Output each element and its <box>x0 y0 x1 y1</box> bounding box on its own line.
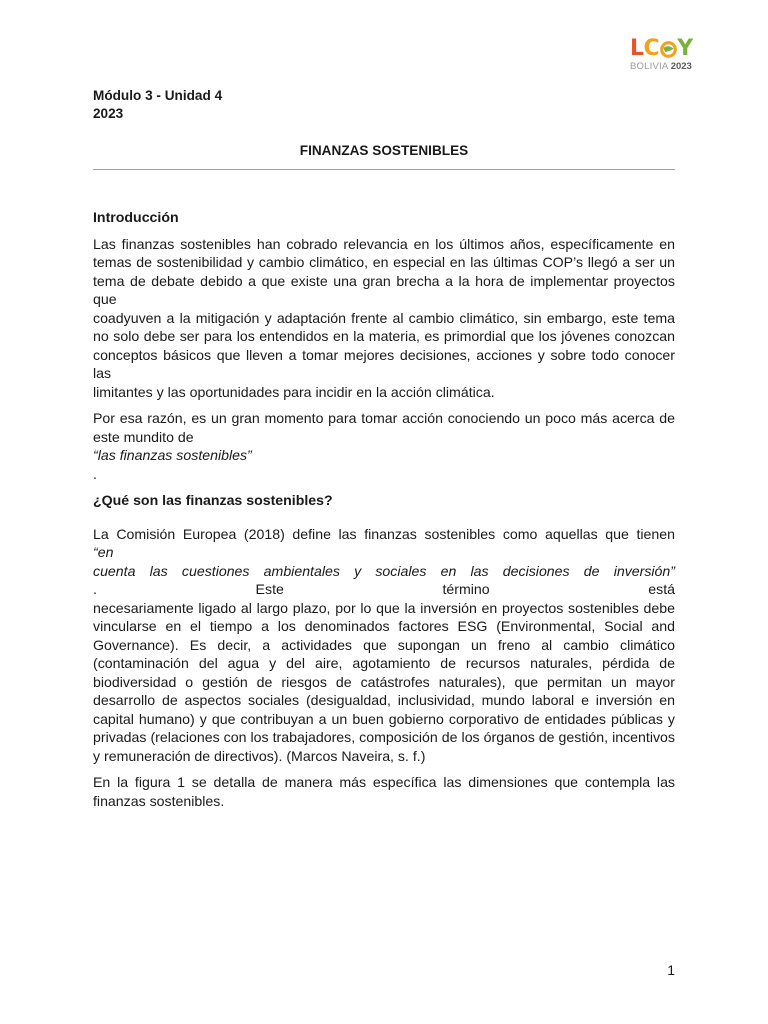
text-line: Por esa razón, es un gran momento para tomar acción conociendo un poco más acerca de <box>93 410 675 426</box>
quote-text: “en <box>93 544 114 560</box>
text-line: finanzas sostenibles. <box>93 792 225 809</box>
text-run: La Comisión Europea (2018) define las finanzas sostenibles como aquellas que tienen <box>93 525 675 542</box>
document-body <box>93 208 675 810</box>
section-heading: ¿Qué son las finanzas sostenibles? <box>93 492 333 508</box>
header-year: 2023 <box>93 106 124 121</box>
text-line: temas de sostenibilidad y cambio climático, en especial en las últimas COP’s llegó a ser un <box>93 254 675 270</box>
text-line: tema de debate debido a que existe una gran brecha a la hora de implementar proyectos que <box>93 272 675 307</box>
logo-country: BOLIVIA <box>630 61 668 72</box>
text-line <box>93 428 675 484</box>
section-paragraph-1 <box>93 525 675 766</box>
logo-letter-c: C <box>643 36 660 61</box>
text-line: Governance). Es decir, a actividades que supongan un freno al cambio climático <box>93 636 675 653</box>
logo-year: 2023 <box>670 61 692 72</box>
text-line: y remuneración de directivos). (Marcos Naveira, s. f.) <box>93 747 426 764</box>
text-run: . Este término está <box>93 581 675 597</box>
text-line: conceptos básicos que lleven a tomar mejores decisiones, acciones y sobre todo conocer las <box>93 346 675 381</box>
document-header <box>93 87 222 123</box>
title-divider <box>93 169 675 170</box>
quote-text: cuenta las cuestiones ambientales y sociales en las decisiones de inversión” <box>93 562 675 579</box>
text-line: privadas (relaciones con los trabajadores, composición de los órganos de gestión, incentivos <box>93 729 675 745</box>
section-paragraph-2 <box>93 773 675 810</box>
text-run: . <box>93 465 97 482</box>
text-line: coadyuven a la mitigación y adaptación frente al cambio climático, sin embargo, este tema <box>93 309 675 326</box>
intro-paragraph-1 <box>93 235 675 402</box>
page-title: FINANZAS SOSTENIBLES <box>299 143 469 158</box>
text-line: capital humano) y que contribuyan a un buen gobierno corporativo de entidades públicas y <box>93 710 675 727</box>
logo-subtitle <box>630 61 702 72</box>
text-line <box>93 525 675 562</box>
page-number: 1 <box>667 962 675 978</box>
module-label: Módulo 3 - Unidad 4 <box>93 88 223 103</box>
intro-paragraph-2 <box>93 409 675 483</box>
text-line: Las finanzas sostenibles han cobrado relevancia en los últimos años, específicamente en <box>93 235 675 252</box>
text-line: limitantes y las oportunidades para incidir en la acción climática. <box>93 383 495 400</box>
logo-wordmark <box>630 38 702 60</box>
globe-icon <box>660 41 677 58</box>
lcoy-logo <box>630 38 702 72</box>
text-line: vincularse en el tiempo a los denominados factores ESG (Environmental, Social and <box>93 618 675 634</box>
logo-letter-y: Y <box>677 36 693 61</box>
text-line <box>93 562 675 599</box>
text-line: biodiversidad o gestión de riesgos de catástrofes naturales), que permitan un mayor <box>93 673 675 690</box>
quoted-term: “las finanzas sostenibles” <box>93 447 252 463</box>
text-line: En la figura 1 se detalla de manera más específica las dimensiones que contempla las <box>93 774 675 790</box>
text-line: desarrollo de aspectos sociales (desigualdad, inclusividad, mundo laboral e inversión en <box>93 692 675 708</box>
text-line: no solo debe ser para los entendidos en la materia, es primordial que los jóvenes conozcan <box>93 328 675 344</box>
text-line: (contaminación del agua y del aire, agotamiento de recursos naturales, pérdida de <box>93 655 675 671</box>
text-line: necesariamente ligado al largo plazo, por lo que la inversión en proyectos sostenibles debe <box>93 599 675 616</box>
text-run: este mundito de <box>93 428 194 445</box>
logo-letter-l: L <box>630 36 644 61</box>
intro-heading: Introducción <box>93 209 179 225</box>
